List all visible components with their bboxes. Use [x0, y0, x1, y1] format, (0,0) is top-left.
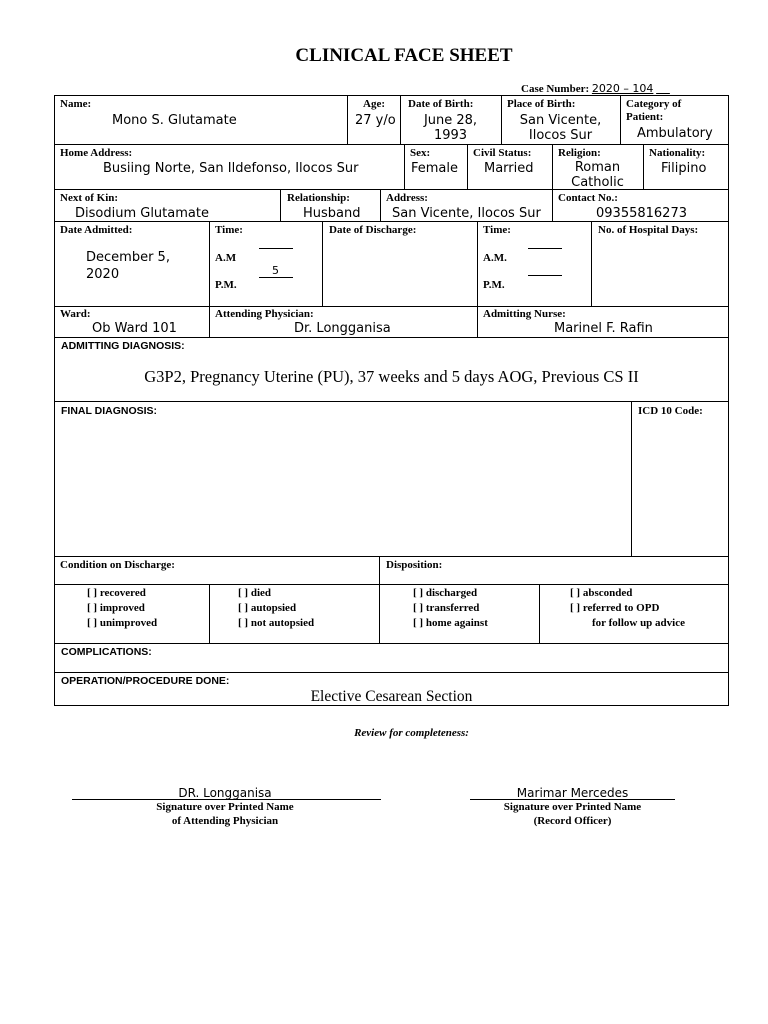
pm-time-value: 5	[272, 264, 279, 277]
name-label: Name:	[60, 98, 92, 110]
date-discharge-label: Date of Discharge:	[329, 224, 417, 236]
category-label-line2: Patient:	[626, 111, 664, 123]
case-number-value: 2020 – 104	[591, 82, 654, 95]
patient-category: Ambulatory	[637, 126, 713, 141]
disposition-absconded[interactable]: [ ] absconded	[570, 587, 633, 599]
condition-unimproved[interactable]: [ ] unimproved	[87, 617, 158, 629]
disposition-transferred[interactable]: [ ] transferred	[413, 602, 480, 614]
religion-line1: Roman	[574, 160, 621, 175]
am2-blank-line	[528, 248, 562, 249]
relationship: Husband	[303, 206, 361, 221]
complications-label: COMPLICATIONS:	[61, 646, 152, 658]
signature-left-line	[72, 799, 381, 800]
date-admitted-line2: 2020	[86, 267, 120, 282]
am-label: A.M	[215, 252, 237, 264]
condition-discharge-label: Condition on Discharge:	[60, 559, 175, 571]
am2-label: A.M.	[483, 252, 507, 264]
contact-label: Contact No.:	[558, 192, 618, 204]
signature-right-caption2: (Record Officer)	[533, 815, 612, 827]
operation-procedure: Elective Cesarean Section	[310, 688, 473, 705]
date-admitted-label: Date Admitted:	[60, 224, 133, 236]
date-admitted-line1: December 5,	[86, 250, 170, 265]
kin-address: San Vicente, Ilocos Sur	[392, 206, 541, 221]
ward-label: Ward:	[60, 308, 91, 320]
dob-line2: 1993	[433, 128, 468, 143]
disposition-discharged[interactable]: [ ] discharged	[413, 587, 478, 599]
signature-left-caption2: of Attending Physician	[171, 815, 279, 827]
signature-right-name: Marimar Mercedes	[516, 786, 629, 800]
icd-code-label: ICD 10 Code:	[638, 405, 703, 417]
condition-not-autopsied[interactable]: [ ] not autopsied	[238, 617, 315, 629]
case-number	[521, 82, 670, 95]
religion-line2: Catholic	[571, 175, 624, 190]
sex-label: Sex:	[410, 147, 431, 159]
pob-label: Place of Birth:	[507, 98, 576, 110]
case-number-label: Case Number:	[521, 83, 590, 95]
dob-label: Date of Birth:	[408, 98, 474, 110]
pm-label: P.M.	[215, 279, 237, 291]
next-of-kin: Disodium Glutamate	[75, 206, 209, 221]
attending-physician-label: Attending Physician:	[215, 308, 314, 320]
civil-status: Married	[484, 161, 534, 176]
next-of-kin-label: Next of Kin:	[60, 192, 119, 204]
condition-died[interactable]: [ ] died	[238, 587, 271, 599]
civil-status-label: Civil Status:	[473, 147, 532, 159]
home-address-label: Home Address:	[60, 147, 133, 159]
disposition-label: Disposition:	[386, 559, 443, 571]
form-title: CLINICAL FACE SHEET	[295, 45, 513, 66]
attending-physician: Dr. Longganisa	[294, 321, 391, 336]
age-label: Age:	[363, 98, 385, 110]
signature-right-caption1: Signature over Printed Name	[503, 801, 642, 813]
nationality: Filipino	[661, 161, 707, 176]
home-address: Busiing Norte, San Ildefonso, Ilocos Sur	[103, 161, 359, 176]
operation-label: OPERATION/PROCEDURE DONE:	[61, 675, 230, 687]
hospital-days-label: No. of Hospital Days:	[598, 224, 699, 236]
nationality-label: Nationality:	[649, 147, 706, 159]
review-note: Review for completeness:	[354, 727, 469, 739]
ward: Ob Ward 101	[92, 321, 177, 336]
signature-left-caption1: Signature over Printed Name	[156, 801, 294, 813]
contact-number: 09355816273	[596, 206, 687, 221]
patient-name: Mono S. Glutamate	[112, 113, 237, 128]
patient-age: 27 y/o	[355, 113, 396, 128]
religion-label: Religion:	[558, 147, 601, 159]
pob-line1: San Vicente,	[519, 113, 602, 128]
pm-blank-line	[259, 277, 293, 278]
condition-autopsied[interactable]: [ ] autopsied	[238, 602, 297, 614]
time-discharge-label: Time:	[483, 224, 511, 236]
kin-address-label: Address:	[386, 192, 428, 204]
patient-sex: Female	[411, 161, 459, 176]
pob-line2: Ilocos Sur	[528, 128, 593, 143]
am-blank-line	[259, 248, 293, 249]
condition-improved[interactable]: [ ] improved	[87, 602, 145, 614]
admitting-diagnosis-label: ADMITTING DIAGNOSIS:	[61, 340, 185, 352]
disposition-home-against[interactable]: [ ] home against	[413, 617, 488, 629]
dob-line1: June 28,	[423, 113, 478, 128]
disposition-follow-up: for follow up advice	[592, 617, 685, 629]
relationship-label: Relationship:	[287, 192, 350, 204]
admitting-nurse: Marinel F. Rafin	[554, 321, 653, 336]
category-label-line1: Category of	[626, 98, 682, 110]
pm2-blank-line	[528, 275, 562, 276]
signature-left-name: DR. Longganisa	[178, 786, 272, 800]
condition-recovered[interactable]: [ ] recovered	[87, 587, 146, 599]
time-admitted-label: Time:	[215, 224, 243, 236]
signature-right-line	[470, 799, 675, 800]
disposition-referred-opd[interactable]: [ ] referred to OPD	[570, 602, 660, 614]
admitting-diagnosis: G3P2, Pregnancy Uterine (PU), 37 weeks and 5 days AOG, Previous CS II	[144, 367, 639, 386]
pm2-label: P.M.	[483, 279, 505, 291]
admitting-nurse-label: Admitting Nurse:	[483, 308, 566, 320]
final-diagnosis-label: FINAL DIAGNOSIS:	[61, 405, 158, 417]
